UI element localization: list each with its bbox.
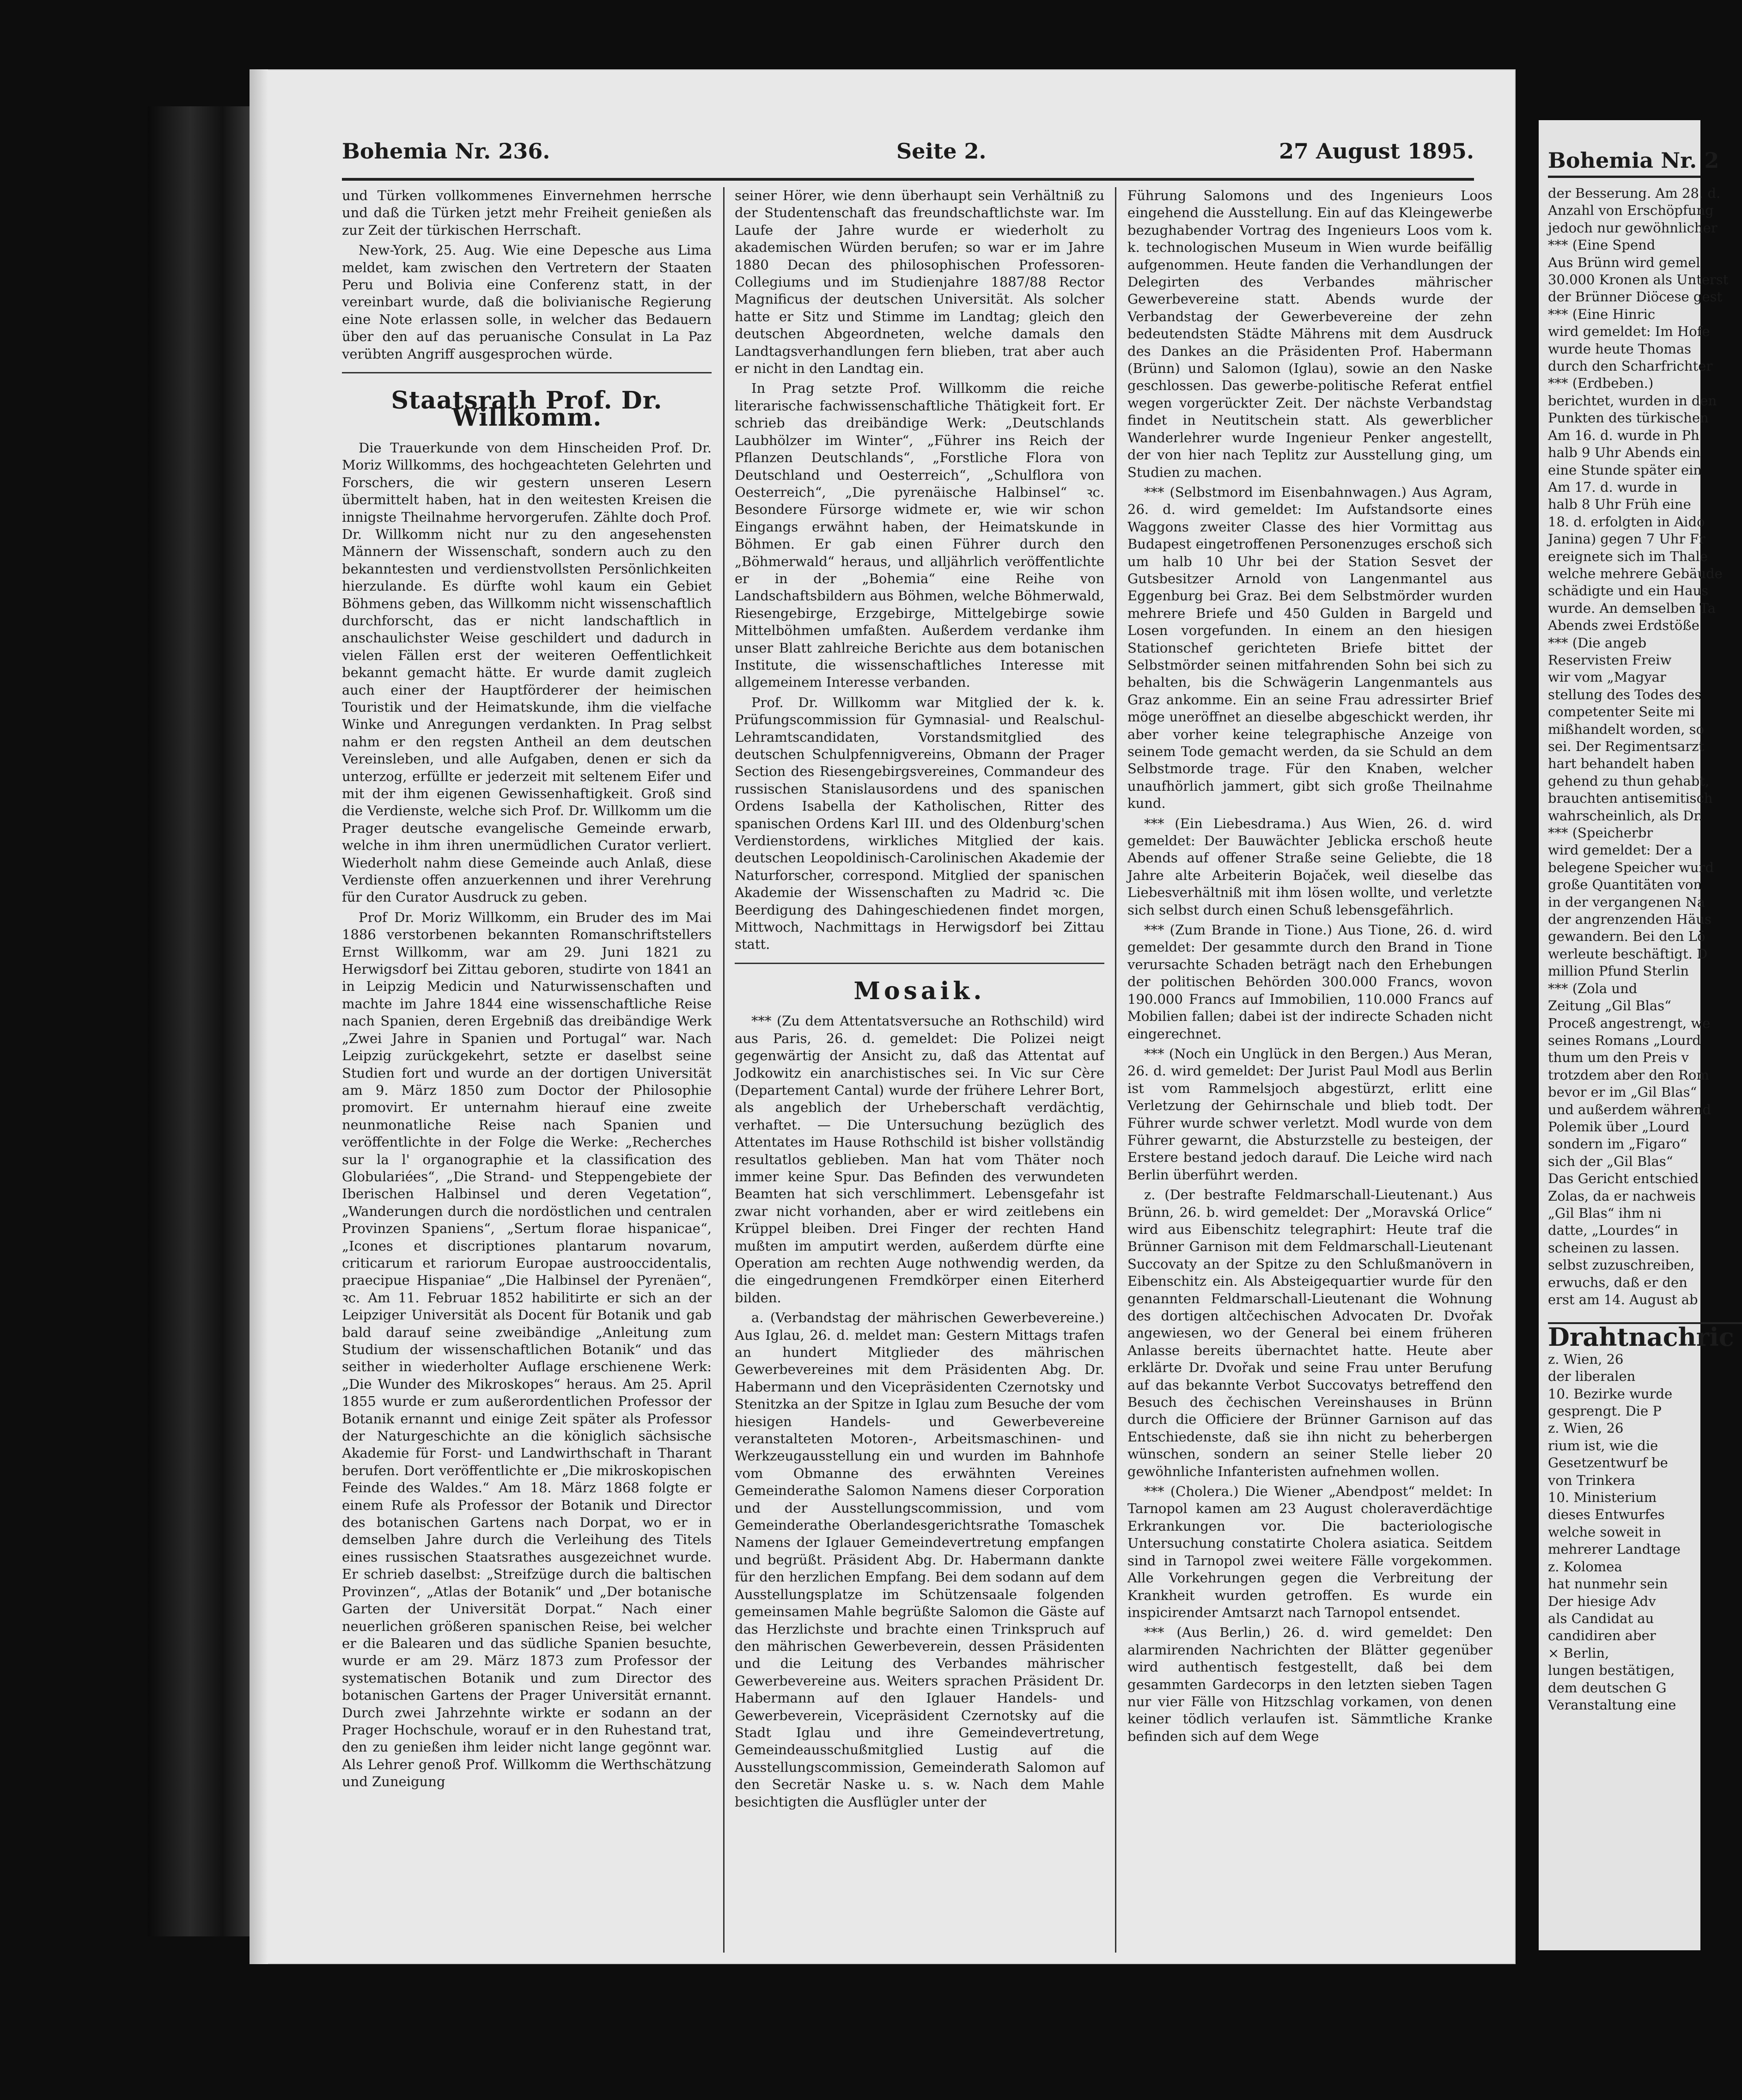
adjacent-line: halb 9 Uhr Abends ein bbox=[1548, 445, 1701, 461]
adjacent-line: Janina) gegen 7 Uhr Fr bbox=[1548, 531, 1705, 547]
adjacent-line: datte, „Lourdes“ in bbox=[1548, 1222, 1678, 1239]
adjacent-line: schädigte und ein Haus bbox=[1548, 583, 1709, 599]
news-item: *** (Noch ein Unglück in den Bergen.) Aus Meran, 26. d. wird gemeldet: Der Jurist Paul Modl aus Berlin ist vom Rammelsjoch abgestürzt, erlitt eine Verletzung der Gehirnschale und blieb todt. Der Führer wurde schwer verletzt. Modl wurde von dem Führer gewarnt, die Absturzstelle zu besteigen, der Erstere bestand jedoch darauf. Die Leiche wird nach Berlin überführt werden. bbox=[1127, 1045, 1492, 1183]
article-paragraph: seiner Hörer, wie denn überhaupt sein Verhältniß zu der Studentenschaft das freundschaftlichste war. Im Laufe der Jahre wurde er wiederholt zu akademischen Würden berufen; so war er im Jahre 1880 Decan des philosophischen Professoren-Collegiums und im Studienjahre 1887/88 Rector Magnificus der deutschen Universität. Als solcher hatte er Sitz und Stimme im Landtag; gleich den deutschen Abgeordneten, welche damals den Landtagsverhandlungen fern blieben, trat aber auch er nicht in den Landtag ein. bbox=[735, 188, 1104, 377]
news-item: *** (Ein Liebesdrama.) Aus Wien, 26. d. wird gemeldet: Der Bauwächter Jeblicka erschoß heute Abends auf offener Straße seine Geliebte, die 18 Jahre alte Arbeiterin Bojaček, weil dieselbe das Liebesverhältniß mit ihm lösen wollte, und verletzte sich selbst durch einen Schuß lebensgefährlich. bbox=[1127, 815, 1492, 918]
article-paragraph: In Prag setzte Prof. Willkomm die reiche literarische fachwissenschaftliche Thätigkeit fort. Er schrieb das dreibändige Werk: „Deutschlands Laubhölzer im Winter“, „Führer ins Reich der Pflanzen Deutschlands“, „Forstliche Flora von Deutschland und Oesterreich“, „Schulflora von Oesterreich“, „Die pyrenäische Halbinsel“ ꝛc. Besondere Fürsorge widmete er, wie wir schon Eingangs erwähnt haben, der Heimatskunde in Böhmen. Er gab einen Führer durch den „Böhmerwald“ heraus, und alljährlich veröffentlichte er in der „Bohemia“ eine Reihe von Landschaftsbildern aus Böhmen, welche Böhmerwald, Riesengebirge, Erzgebirge, Mittelgebirge sowie Mittelböhmen umfaßten. Außerdem verdanke ihm unser Blatt zahlreiche Berichte aus dem botanischen Institute, die wissenschaftliches Interesse mit allgemeinem Interesse verbanden. bbox=[735, 380, 1104, 690]
adjacent-line: wurde. An demselben Ta bbox=[1548, 600, 1716, 616]
adjacent-section-title: Drahtnachric bbox=[1548, 1322, 1742, 1346]
adjacent-line: große Quantitäten von bbox=[1548, 877, 1702, 893]
adjacent-line: sei. Der Regimentsarzt bbox=[1548, 739, 1705, 754]
adjacent-line: in der vergangenen Na bbox=[1548, 894, 1705, 910]
adjacent-line: selbst zuzuschreiben, bbox=[1548, 1257, 1695, 1273]
adjacent-line: Polemik über „Lourd bbox=[1548, 1118, 1690, 1135]
book-spine bbox=[148, 106, 254, 1936]
adjacent-line: z. Wien, 26 bbox=[1548, 1351, 1624, 1367]
adjacent-line: wahrscheinlich, als Dr. bbox=[1548, 807, 1703, 824]
adjacent-line: dem deutschen G bbox=[1548, 1679, 1667, 1696]
adjacent-line: wir vom „Magyar bbox=[1548, 669, 1666, 685]
adjacent-line: gehend zu thun gehabt, bbox=[1548, 773, 1710, 789]
newspaper-page bbox=[250, 69, 1516, 1964]
adjacent-line: sich der „Gil Blas“ bbox=[1548, 1153, 1673, 1169]
adjacent-line: der Brünner Diöcese gest bbox=[1548, 289, 1723, 305]
adjacent-line: und außerdem während bbox=[1548, 1101, 1711, 1117]
adjacent-line: million Pfund Sterlin bbox=[1548, 963, 1689, 979]
adjacent-line: der liberalen bbox=[1548, 1368, 1636, 1385]
adjacent-line: Veranstaltung eine bbox=[1548, 1697, 1676, 1713]
adjacent-line: seines Romans „Lourd bbox=[1548, 1032, 1701, 1048]
adjacent-line: eine Stunde später ein bbox=[1548, 462, 1702, 478]
adjacent-line: jedoch nur gewöhnlicher bbox=[1548, 220, 1718, 236]
adjacent-line: halb 8 Uhr Früh eine bbox=[1548, 496, 1691, 513]
adjacent-line: competenter Seite mi bbox=[1548, 704, 1695, 720]
adjacent-line: Zeitung „Gil Blas“ bbox=[1548, 998, 1671, 1014]
news-item: *** (Cholera.) Die Wiener „Abendpost“ meldet: In Tarnopol kamen am 23 August choleraverdächtige Erkrankungen vor. Die bacteriologische Untersuchung constatirte Cholera asiatica. Seitdem sind in Tarnopol zwei weitere Fälle vorgekommen. Alle Vorkehrungen gegen die Verbreitung der Krankheit wurden getroffen. Es wurde ein inspicirender Amtsarzt nach Tarnopol entsendet. bbox=[1127, 1483, 1492, 1620]
adjacent-line: durch den Scharfrichter bbox=[1548, 358, 1713, 374]
adjacent-line: z. Kolomea bbox=[1548, 1558, 1622, 1575]
adjacent-line: berichtet, wurden in den bbox=[1548, 392, 1717, 409]
adjacent-line: *** (Speicherbr bbox=[1548, 825, 1653, 841]
adjacent-line: bevor er im „Gil Blas“ bbox=[1548, 1084, 1697, 1100]
news-item: *** (Selbstmord im Eisenbahnwagen.) Aus Agram, 26. d. wird gemeldet: Im Aufstandsorte eines Waggons zweiter Classe des hier Vormittag aus Budapest eingetroffenen Personenzuges erschoß sich um halb 10 Uhr bei der Station Sesvet der Gutsbesitzer Arnold von Langenmantel aus Eggenburg bei Graz. Bei dem Selbstmörder wurden mehrere Briefe und 450 Gulden in Bargeld und Losen vorgefunden. In einem an den hiesigen Stationschef gerichteten Briefe bittet der Selbstmörder seinen mitfahrenden Sohn bei sich zu behalten, bis die Schwägerin Langenmantels aus Graz ankomme. Ein an seine Frau adressirter Brief möge uneröffnet an dieselbe abgeschickt werden, ihr aber vorher keine telegraphische Anzeige von seinem Tode gemacht werden, da sie Schuld an dem Selbstmorde trage. Für den Knaben, welcher unaufhörlich jammert, gibt sich große Theilnahme kund. bbox=[1127, 484, 1492, 812]
adjacent-lines bbox=[1548, 185, 1742, 1308]
adjacent-line: *** (Eine Hinric bbox=[1548, 306, 1656, 322]
adjacent-line: thum um den Preis v bbox=[1548, 1050, 1689, 1066]
adjacent-line: sondern im „Figaro“ bbox=[1548, 1136, 1687, 1152]
adjacent-line: scheinen zu lassen. bbox=[1548, 1239, 1680, 1256]
section-separator bbox=[342, 372, 712, 373]
adjacent-line: welche mehrere Gebäude bbox=[1548, 565, 1723, 581]
adjacent-line: *** (Eine Spend bbox=[1548, 237, 1656, 253]
article-paragraph: New-York, 25. Aug. Wie eine Depesche aus Lima meldet, kam zwischen den Vertretern der Staaten Peru und Bolivia eine Conferenz statt, in der vereinbart wurde, daß die bolivianische Regierung eine Note erlassen solle, in welcher das Bedauern über den auf das peruanische Consulat in La Paz verübten Angriff ausgesprochen würde. bbox=[342, 242, 712, 362]
article-paragraph: Prof Dr. Moriz Willkomm, ein Bruder des im Mai 1886 verstorbenen bekannten Romanschriftstellers Ernst Willkomm, war am 29. Juni 1821 zu Herwigsdorf bei Zittau geboren, studirte von 1841 an in Leipzig Medicin und Naturwissenschaften und machte im Jahre 1844 eine wissenschaftliche Reise nach Spanien, deren Ergebniß das dreibändige Werk „Zwei Jahre in Spanien und Portugal“ war. Nach Leipzig zurückgekehrt, setzte er daselbst seine Studien fort und wurde an der dortigen Universität am 9. März 1850 zum Doctor der Philosophie promovirt. Er unternahm hierauf eine zweite neunmonatliche Reise nach Spanien und veröffentlichte in der Folge die Werke: „Recherches sur la l' organographie et la classification des Globulariées“, „Die Strand- und Steppengebiete der Iberischen Halbinsel und deren Vegetation“, „Wanderungen durch die nordöstlichen und centralen Provinzen Spaniens“, „Sertum florae hispanicae“, „Icones et discriptiones plantarum novarum, criticarum et rariorum Europae austrooccidentalis, praecipue Hispaniae“ „Die Halbinsel der Pyrenäen“, ꝛc. Am 11. Februar 1852 habilitirte er sich an der Leipziger Universität als Docent für Botanik und gab bald darauf seine zweibändige „Anleitung zum Studium der wissenschaftlichen Botanik“ und das seither in wiederholter Auflage erschienene Werk: „Die Wunder des Mikroskopes“ heraus. Am 25. April 1855 wurde er zum außerordentlichen Professor der Botanik ernannt und einige Zeit später als Professor der Naturgeschichte an die königlich sächsische Akademie für Forst- und Landwirthschaft in Tharant berufen. Dort veröffentlichte er „Die mikroskopischen Feinde des Waldes.“ Am 18. März 1868 folgte er einem Rufe als Professor der Botanik und Director des botanischen Gartens nach Dorpat, wo er in demselben Jahre durch die Verleihung des Titels eines russischen Staatsrathes ausgezeichnet wurde. Er schrieb daselbst: „Streifzüge durch die baltischen Provinzen“, „Atlas der Botanik“ und „Der botanische Garten der Universität Dorpat.“ Nach einer neuerlichen größeren spanischen Reise, bei welcher er die Balearen und das südliche Spanien besuchte, wurde er am 29. März 1873 zum Professor der systematischen Botanik und zum Director des botanischen Gartens der Prager Universität ernannt. Durch zwei Jahrzehnte wirkte er sodann an der Prager Hochschule, worauf er in den Ruhestand trat, den zu genießen ihm leider nicht lange gegönnt war. Als Lehrer genoß Prof. Willkomm die Werthschätzung und Zuneigung bbox=[342, 909, 712, 1790]
adjacent-line: *** (Zola und bbox=[1548, 980, 1638, 996]
news-item: a. (Verbandstag der mährischen Gewerbevereine.) Aus Iglau, 26. d. meldet man: Gestern Mittags trafen an hundert Mitglieder des mährischen Gewerbevereines mit dem Präsidenten Abg. Dr. Habermann und den Vicepräsidenten Czernotsky und Stenitzka an der Spitze in Iglau zum Besuche der vom hiesigen Handels- und Gewerbevereine veranstalteten Motoren-, Arbeitsmaschinen- und Werkzeugausstellung ein und wurden im Bahnhofe vom Obmanne des erwähnten Vereines Gemeinderathe Salomon Namens dieser Corporation und der Ausstellungscommission, und vom Gemeinderathe Oberlandesgerichtsrathe Tomaschek Namens der Iglauer Gemeindevertretung empfangen und begrüßt. Präsident Abg. Dr. Habermann dankte für den herzlichen Empfang. Bei dem sodann auf dem Ausstellungsplatze im Schützensaale folgenden gemeinsamen Mahle begrüßte Salomon die Gäste auf das Herzlichste und brachte einen Trinkspruch auf den mährischen Gewerbeverein, dessen Präsidenten und die Leitung des Verbandes mährischer Gewerbevereine aus. Weiters sprachen Präsident Dr. Habermann auf den Iglauer Handels- und Gewerbeverein, Vicepräsident Czernotsky auf die Stadt Iglau und ihre Gemeindevertretung, Gemeindeausschußmitglied Lustig auf die Ausstellungscommission, Gemeinderath Salomon auf den Secretär Naske u. s. w. Nach dem Mahle besichtigten die Ausflügler unter der bbox=[735, 1310, 1104, 1810]
adjacent-line: gewandern. Bei den Lö bbox=[1548, 928, 1705, 945]
column-2 bbox=[735, 187, 1104, 1813]
column-1 bbox=[342, 187, 712, 1794]
adjacent-line: Der hiesige Adv bbox=[1548, 1593, 1656, 1609]
adjacent-line: candidiren aber bbox=[1548, 1628, 1656, 1644]
adjacent-line: Aus Brünn wird gemel bbox=[1548, 254, 1700, 270]
section-title-obituary: Staatsrath Prof. Dr. Willkomm. bbox=[391, 386, 663, 432]
header-date: 27 August 1895. bbox=[1279, 139, 1474, 164]
header-page-number: Seite 2. bbox=[896, 139, 987, 164]
column-3 bbox=[1127, 187, 1492, 1748]
adjacent-header-rule bbox=[1548, 176, 1700, 178]
adjacent-line: Zolas, da er nachweis bbox=[1548, 1188, 1696, 1204]
adjacent-line: der Besserung. Am 28. d. bbox=[1548, 185, 1721, 201]
adjacent-line: z. Wien, 26 bbox=[1548, 1420, 1624, 1436]
adjacent-line: werleute beschäftigt. D bbox=[1548, 946, 1708, 962]
adjacent-line: trotzdem aber den Rom bbox=[1548, 1067, 1709, 1083]
adjacent-page-header: Bohemia Nr. 2 bbox=[1548, 148, 1719, 173]
adjacent-line: mißhandelt worden, so bbox=[1548, 721, 1704, 737]
running-head bbox=[342, 139, 1474, 176]
adjacent-line: als Candidat au bbox=[1548, 1610, 1654, 1626]
adjacent-line: lungen bestätigen, bbox=[1548, 1662, 1675, 1679]
adjacent-line: brauchten antisemitisch bbox=[1548, 790, 1713, 806]
adjacent-line: 18. d. erfolgten in Aido bbox=[1548, 513, 1705, 530]
adjacent-line: Am 17. d. wurde in bbox=[1548, 479, 1678, 495]
adjacent-line: Am 16. d. wurde in Ph bbox=[1548, 427, 1699, 443]
adjacent-line: Anzahl von Erschöpfung bbox=[1548, 202, 1714, 219]
section-title-mosaik: Mosaik. bbox=[853, 977, 986, 1005]
adjacent-line: wird gemeldet: Im Hofe bbox=[1548, 324, 1710, 340]
adjacent-line: 30.000 Kronen als Unterst bbox=[1548, 272, 1729, 288]
adjacent-page-column bbox=[1548, 185, 1742, 1714]
adjacent-line: Proceß angestrengt, we bbox=[1548, 1015, 1711, 1031]
adjacent-line: von Trinkera bbox=[1548, 1472, 1635, 1488]
adjacent-line: × Berlin, bbox=[1548, 1645, 1609, 1661]
adjacent-tail-lines bbox=[1548, 1351, 1742, 1714]
adjacent-page bbox=[1539, 120, 1734, 1950]
adjacent-line: welche soweit in bbox=[1548, 1524, 1661, 1540]
article-paragraph: und Türken vollkommenes Einvernehmen herrsche und daß die Türken jetzt mehr Freiheit genießen als zur Zeit der türkischen Herrschaft. bbox=[342, 188, 712, 238]
section-separator bbox=[735, 963, 1104, 964]
adjacent-line: Abends zwei Erdstöße bbox=[1548, 617, 1699, 634]
adjacent-line: ereignete sich im Thale bbox=[1548, 548, 1708, 564]
news-item: *** (Aus Berlin,) 26. d. wird gemeldet: Den alarmirenden Nachrichten der Blätter gegenüber wird authentisch festgestellt, daß bei dem gesammten Gardecorps in den letzten sieben Tagen nur vier Fälle von Hitzschlag vorkamen, von denen keiner tödlich verlaufen ist. Sämmtliche Kranke befinden sich auf dem Wege bbox=[1127, 1624, 1492, 1744]
adjacent-line: *** (Die angeb bbox=[1548, 635, 1647, 651]
adjacent-line: wurde heute Thomas bbox=[1548, 341, 1692, 357]
column-rule bbox=[723, 187, 725, 1953]
adjacent-line: Reservisten Freiw bbox=[1548, 652, 1672, 668]
adjacent-line: erwuchs, daß er den bbox=[1548, 1274, 1687, 1290]
adjacent-line: 10. Bezirke wurde bbox=[1548, 1386, 1673, 1402]
article-paragraph: Die Trauerkunde von dem Hinscheiden Prof. Dr. Moriz Willkomms, des hochgeachteten Gelehrten und Forschers, die wir gestern unseren Lesern übermittelt haben, hat in den weitesten Kreisen die innigste Theilnahme hervorgerufen. Zählte doch Prof. Dr. Willkomm nicht nur zu den angesehensten Männern der Wissenschaft, sondern auch zu den bekanntesten und verdienstvollsten Persönlichkeiten hierzulande. Es dürfte wohl kaum ein Gebiet Böhmens geben, das Willkomm nicht wissenschaftlich durchforscht, das er nicht landschaftlich in anschaulichster Weise geschildert und dadurch in vielen Fällen erst der weiteren Oeffentlichkeit bekannt gemacht hätte. Er wurde damit zugleich auch einer der Hauptförderer der heimischen Touristik und der Heimatskunde, ihm die vielfache Winke und Anregungen verdankten. In Prag selbst nahm er den regsten Antheil an dem deutschen Vereinsleben, und alle Aufgaben, denen er sich da unterzog, erfüllte er jederzeit mit seltenem Eifer und mit der ihm eigenen Gewissenhaftigkeit. Groß sind die Verdienste, welche sich Prof. Dr. Willkomm um die Prager deutsche evangelische Gemeinde erwarb, welche in ihm ihren unermüdlichen Curator verliert. Wiederholt nahm diese Gemeinde auch Anlaß, diese Verdienste offen anzuerkennen und ihrer Verehrung für den Curator Ausdruck zu geben. bbox=[342, 440, 712, 905]
adjacent-line: erst am 14. August ab bbox=[1548, 1292, 1698, 1307]
adjacent-line: rium ist, wie die bbox=[1548, 1437, 1658, 1453]
adjacent-line: Punkten des türkischen bbox=[1548, 410, 1709, 426]
news-item: z. (Der bestrafte Feldmarschall-Lieutenant.) Aus Brünn, 26. b. wird gemeldet: Der „Moravská Orlice“ wird aus Eibenschitz telegraphirt: Heute traf die Brünner Garnison mit dem Feldmarschall-Lieutenant Succovaty an der Spitze zu den Schlußmanövern in Eibenschitz ein. Als Absteigequartier wurde für den genannten Feldmarschall-Lieutenant die Wohnung des dortigen altčechischen Advocaten Dr. Dvořak angewiesen, wo der General bei einem früheren Anlasse bereits übernachtet hatte. Heute aber erklärte Dr. Dvořak und seine Frau unter Berufung auf das bekannte Verbot Succovatys betreffend den Besuch des čechischen Vereinshauses in Brünn durch die Officiere der Brünner Garnison auf das Entschiedenste, daß sie ihn nicht zu beherbergen wünschen, sondern an seiner Stelle lieber 20 gewöhnliche Infanteristen aufnehmen wollen. bbox=[1127, 1187, 1492, 1479]
news-item: Führung Salomons und des Ingenieurs Loos eingehend die Ausstellung. Ein auf das Kleingewerbe bezughabender Vortrag des Ingenieurs Loos vom k. k. technologischen Museum in Wien wurde beifällig aufgenommen. Heute fanden die Verhandlungen der Delegirten des Verbandes mährischer Gewerbevereine statt. Abends wurde der Verbandstag der Gewerbevereine der zehn bedeutendsten Städte Mährens mit dem Ausdruck des Dankes an die Präsidenten Prof. Habermann (Brünn) und Salomon (Iglau), sowie an den Naske geschlossen. Das gewerbe-politische Referat entfiel wegen vorgerückter Zeit. Der nächste Verbandstag findet in Neutitschein statt. Als gewerblicher Wanderlehrer wurde Ingenieur Penker angestellt, der von hier nach Teplitz zur Ausstellung ging, um Studien zu machen. bbox=[1127, 188, 1492, 480]
adjacent-line: *** (Erdbeben.) bbox=[1548, 375, 1654, 391]
adjacent-line: wird gemeldet: Der a bbox=[1548, 842, 1693, 858]
header-rule bbox=[342, 178, 1474, 181]
adjacent-line: Gesetzentwurf be bbox=[1548, 1455, 1668, 1471]
adjacent-line: 10. Ministerium bbox=[1548, 1490, 1657, 1506]
adjacent-line: „Gil Blas“ ihm ni bbox=[1548, 1205, 1662, 1221]
adjacent-line: gesprengt. Die P bbox=[1548, 1403, 1662, 1419]
adjacent-line: Das Gericht entschied bbox=[1548, 1171, 1699, 1187]
adjacent-line: stellung des Todes des bbox=[1548, 686, 1702, 702]
adjacent-line: dieses Entwurfes bbox=[1548, 1507, 1665, 1523]
news-item: *** (Zum Brande in Tione.) Aus Tione, 26. d. wird gemeldet: Der gesammte durch den Brand in Tione verursachte Schaden beträgt nach den Erhebungen der politischen Behörden 300.000 Francs, wovon 190.000 Francs auf Immobilien, 110.000 Francs auf Mobilien fallen; dabei ist der indirecte Schaden nicht eingerechnet. bbox=[1127, 922, 1492, 1042]
article-paragraph: Prof. Dr. Willkomm war Mitglied der k. k. Prüfungscommission für Gymnasial- und Realschul-Lehramtscandidaten, Vorstandsmitglied des deutschen Schulpfennigvereins, Obmann der Prager Section des Riesengebirgsvereines, Commandeur des russischen Stanislausordens und des spanischen Ordens Isabella der Katholischen, Ritter des spanischen Ordens Karl III. und des Oldenburg'schen Verdienstordens, wirkliches Mitglied der kais. deutschen Leopoldinisch-Carolinischen Akademie der Naturforscher, correspond. Mitglied der spanischen Akademie der Wissenschaften zu Madrid ꝛc. Die Beerdigung des Dahingeschiedenen findet morgen, Mittwoch, Nachmittags in Herwigsdorf bei Zittau statt. bbox=[735, 694, 1104, 952]
adjacent-line: mehrerer Landtage bbox=[1548, 1541, 1681, 1557]
adjacent-line: hart behandelt haben bbox=[1548, 756, 1695, 772]
column-rule bbox=[1115, 187, 1116, 1953]
adjacent-line: der angrenzenden Häus bbox=[1548, 911, 1712, 928]
adjacent-line: hat nunmehr sein bbox=[1548, 1576, 1668, 1592]
adjacent-line: belegene Speicher wurd bbox=[1548, 859, 1714, 875]
header-left: Bohemia Nr. 236. bbox=[342, 139, 550, 164]
news-item: *** (Zu dem Attentatsversuche an Rothschild) wird aus Paris, 26. d. gemeldet: Die Polizei neigt gegenwärtig der Ansicht zu, daß das Attentat auf Jodkowitz ein anarchistisches sei. In Vic sur Cère (Departement Cantal) wurde der frühere Lehrer Bort, als angeblich der Urheberschaft verdächtig, verhaftet. — Die Untersuchung bezüglich des Attentates im Hause Rothschild ist bisher vollständig resultatlos geblieben. Man hat vom Thäter noch immer keine Spur. Das Befinden des verwundeten Beamten hat sich verschlimmert. Lebensgefahr ist zwar nicht vorhanden, aber er wird zeitlebens ein Krüppel bleiben. Drei Finger der rechten Hand mußten im amputirt werden, außerdem dürfte eine Operation am rechten Auge nothwendig werden, da die eingedrungenen Fremdkörper einen Eiterherd bilden. bbox=[735, 1013, 1104, 1306]
